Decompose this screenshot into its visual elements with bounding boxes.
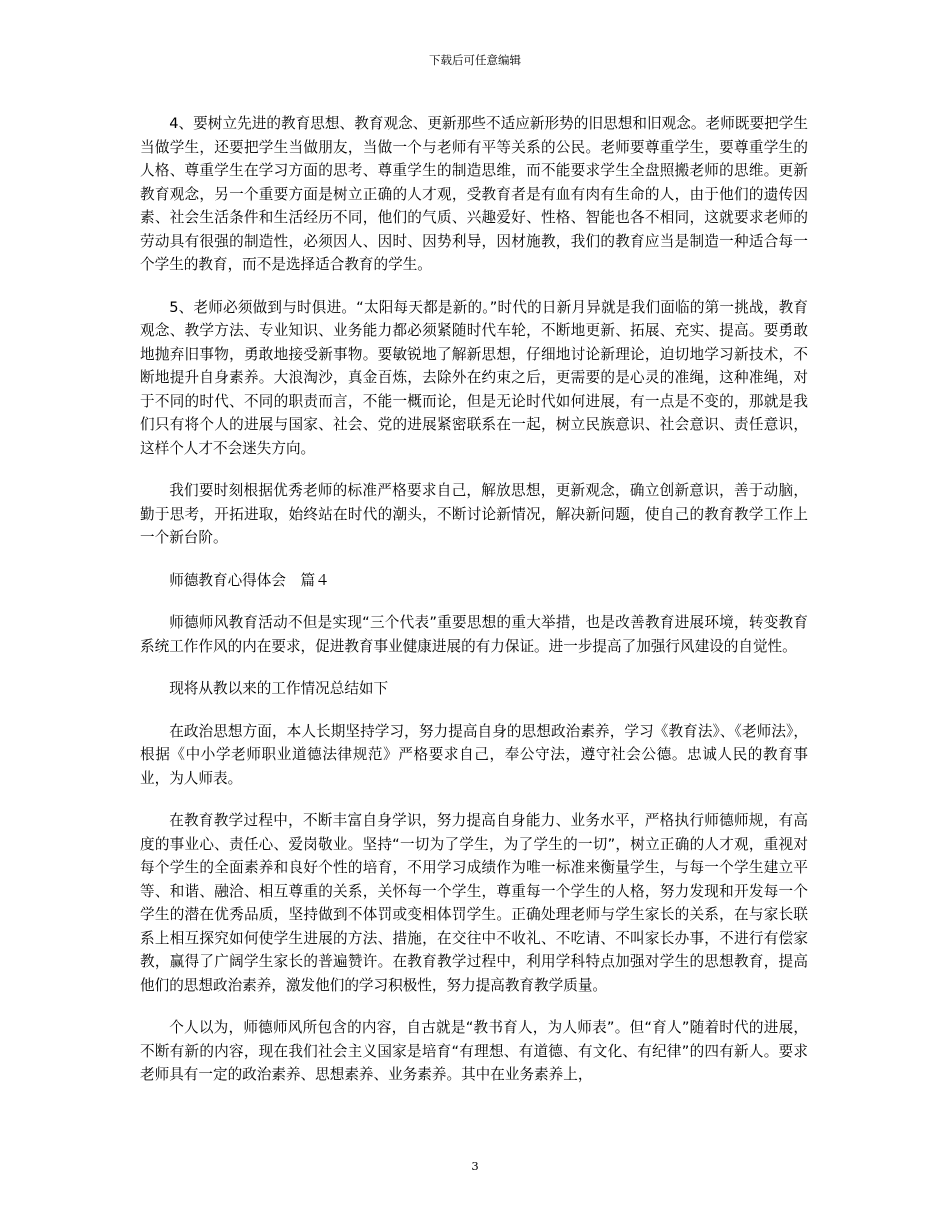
section-heading: 师德教育心得体会 篇４	[169, 571, 330, 589]
paragraph-point-5: 5、老师必须做到与时俱进。“太阳每天都是新的。”时代的日新月异就是我们面临的第一挑战，教育观念、教学方法、专业知识、业务能力都必须紧随时代车轮，不断地更新、拓展、充实、提高。要勇敢地抛弃旧事物，勇敢地接受新事物。要敏锐地了解新思想，仔细地讨论新理论，迫切地学习新技术，不断地提升自身素养。大浪淘沙，真金百炼，去除外在约束之后，更需要的是心灵的准绳，这种准绳，对于不同的时代、不同的职责而言，不能一概而论，但是无论时代如何进展，有一点是不变的，那就是我们只有将个人的进展与国家、社会、党的进展紧密联系在一起，树立民族意识、社会意识、责任意识，这样个人才不会迷失方向。	[140, 298, 808, 457]
paragraph-intro: 师德师风教育活动不但是实现“三个代表”重要思想的重大举措，也是改善教育进展环境，转变教育系统工作作风的内在要求，促进教育事业健康进展的有力保证。进一步提高了加强行风建设的自觉性。	[140, 614, 808, 655]
paragraph-personal-view: 个人以为，师德师风所包含的内容，自古就是“教书育人，为人师表”。但“育人”随着时代的进展，不断有新的内容，现在我们社会主义国家是培育“有理想、有道德、有文化、有纪律”的四有新人。要求老师具有一定的政治素养、思想素养、业务素养。其中在业务素养上，	[140, 1019, 808, 1083]
paragraph-summary-lead: 现将从教以来的工作情况总结如下	[169, 680, 389, 697]
paragraph-conclusion: 我们要时刻根据优秀老师的标准严格要求自己，解放思想，更新观念，确立创新意识，善于动脑，勤于思考，开拓进取，始终站在时代的潮头，不断讨论新情况，解决新问题，使自己的教育教学工作上一个新台阶。	[140, 482, 808, 546]
page-number: 3	[471, 1159, 479, 1173]
document-body	[140, 112, 808, 1106]
page-header: 下载后可任意编辑	[429, 53, 521, 67]
paragraph-political: 在政治思想方面，本人长期坚持学习，努力提高自身的思想政治素养，学习《教育法》、《老师法》，根据《中小学老师职业道德法律规范》严格要求自己，奉公守法，遵守社会公德。忠诚人民的教育事业，为人师表。	[140, 722, 808, 787]
paragraph-point-4: 4、要树立先进的教育思想、教育观念、更新那些不适应新形势的旧思想和旧观念。老师既要把学生当做学生，还要把学生当做朋友，当做一个与老师有平等关系的公民。老师要尊重学生，要尊重学生的人格、尊重学生在学习方面的思考、尊重学生的制造思维，而不能要求学生全盘照搬老师的思维。更新教育观念，另一个重要方面是树立正确的人才观，受教育者是有血有肉有生命的人，由于他们的遗传因素、社会生活条件和生活经历不同，他们的气质、兴趣爱好、性格、智能也各不相同，这就要求老师的劳动具有很强的制造性，必须因人、因时、因势利导，因材施教，我们的教育应当是制造一种适合每一个学生的教育，而不是选择适合教育的学生。	[140, 115, 808, 273]
paragraph-teaching: 在教育教学过程中，不断丰富自身学识，努力提高自身能力、业务水平，严格执行师德师规，有高度的事业心、责任心、爱岗敬业。坚持“一切为了学生，为了学生的一切”，树立正确的人才观，重视对每个学生的全面素养和良好个性的培育，不用学习成绩作为唯一标准来衡量学生，与每一个学生建立平等、和谐、融洽、相互尊重的关系，关怀每一个学生，尊重每一个学生的人格，努力发现和开发每一个学生的潜在优秀品质，坚持做到不体罚或变相体罚学生。正确处理老师与学生家长的关系，在与家长联系上相互探究如何使学生进展的方法、措施，在交往中不收礼、不吃请、不叫家长办事，不进行有偿家教，赢得了广阔学生家长的普遍赞许。在教育教学过程中，利用学科特点加强对学生的思想教育，提高他们的思想政治素养，激发他们的学习积极性，努力提高教育教学质量。	[140, 812, 808, 994]
